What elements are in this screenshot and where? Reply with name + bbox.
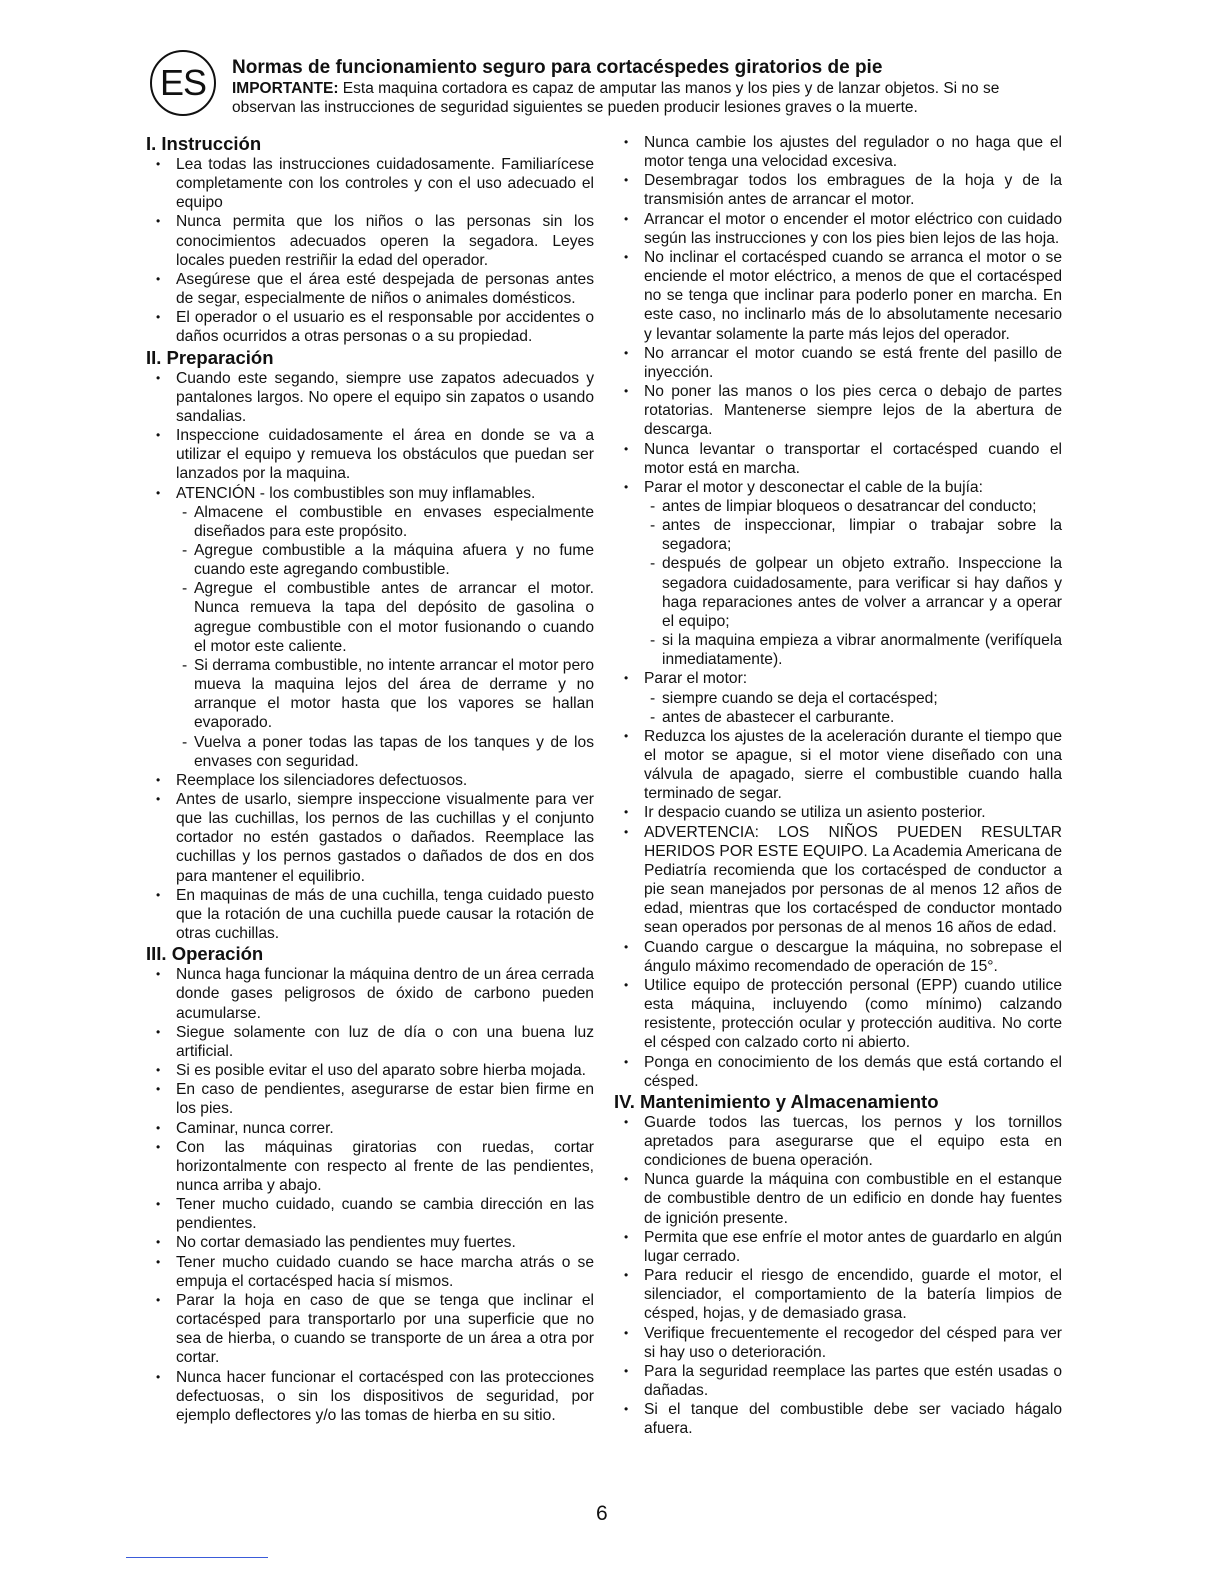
list-item: • Nunca permita que los niños o las personas sin los conocimientos adecuados operen la segadora. Leyes locales pueden restriñir la edad del operador. bbox=[146, 212, 594, 269]
list-item: • Cuando cargue o descargue la máquina, no sobrepase el ángulo máximo recomendado de operación de 15°. bbox=[614, 938, 1062, 976]
list-item: • Para reducir el riesgo de encendido, guarde el motor, el silenciador, el comportamiento de la batería limpios de césped, hojas, y de demasiado grasa. bbox=[614, 1266, 1062, 1323]
list-item: • En maquinas de más de una cuchilla, tenga cuidado puesto que la rotación de una cuchilla puede causar la rotación de otras cuchillas. bbox=[146, 886, 594, 943]
list-item: • Con las máquinas giratorias con ruedas, cortar horizontalmente con respecto al frente de las pendientes, nunca arriba y abajo. bbox=[146, 1138, 594, 1195]
important-label: IMPORTANTE: bbox=[232, 80, 339, 97]
list-item: • Permita que ese enfríe el motor antes de guardarlo en algún lugar cerrado. bbox=[614, 1228, 1062, 1266]
sub-item: - Agregue el combustible antes de arrancar el motor. Nunca remueva la tapa del depósito de gasolina o agregue combustible con el motor fusionando o cuando el motor este caliente. bbox=[176, 579, 594, 656]
list-item: • Nunca hacer funcionar el cortacésped con las protecciones defectuosas, o sin los dispositivos de seguridad, por ejemplo deflectores y/o las tomas de hierba en su sitio. bbox=[146, 1368, 594, 1425]
operacion-list-continued bbox=[614, 133, 1062, 1091]
list-item: • Si el tanque del combustible debe ser vaciado hágalo afuera. bbox=[614, 1400, 1062, 1438]
page-title: Normas de funcionamiento seguro para cortacéspedes giratorios de pie bbox=[232, 57, 883, 78]
list-item: • Nunca guarde la máquina con combustible en el estanque de combustible dentro de un edificio en donde hay fuentes de ignición presente. bbox=[614, 1170, 1062, 1227]
language-badge: ES bbox=[150, 50, 216, 116]
sub-item: - Agregue combustible a la máquina afuera y no fume cuando este agregando combustible. bbox=[176, 541, 594, 579]
list-item: • Arrancar el motor o encender el motor eléctrico con cuidado según las instrucciones y con los pies bien lejos de las hoja. bbox=[614, 210, 1062, 248]
list-item: • ADVERTENCIA: LOS NIÑOS PUEDEN RESULTAR HERIDOS POR ESTE EQUIPO. La Academia Americana de Pediatría recomienda que los cortacésped de conductor a pie sean manejados por personas de al menos 12 años de edad, mientras que los cortacésped de conductor montado sean operados por personas de al menos 16 años de edad. bbox=[614, 823, 1062, 938]
list-item-stop-motor bbox=[614, 669, 1062, 726]
list-item-spark-plug bbox=[614, 478, 1062, 670]
section-title-operacion: III. Operación bbox=[146, 943, 264, 965]
list-item: • Si es posible evitar el uso del aparato sobre hierba mojada. bbox=[146, 1061, 594, 1080]
section-title-instruccion: I. Instrucción bbox=[146, 133, 262, 154]
stop-motor-text: Parar el motor: bbox=[644, 670, 748, 688]
list-item: • Parar la hoja en caso de que se tenga que inclinar el cortacésped para transportarlo por una superficie que no sea de hierba, o cuando se transporte de un área a otra por cortar. bbox=[146, 1291, 594, 1368]
list-item: • El operador o el usuario es el responsable por accidentes o daños ocurridos a otras personas o a su propiedad. bbox=[146, 308, 594, 346]
right-column bbox=[614, 133, 1062, 1438]
list-item: • Siegue solamente con luz de día o con una buena luz artificial. bbox=[146, 1023, 594, 1061]
list-item: • Guarde todos las tuercas, los pernos y los tornillos apretados para asegurarse que el equipo esta en condiciones de buena operación. bbox=[614, 1113, 1062, 1170]
page-number: 6 bbox=[596, 1502, 608, 1525]
fuel-warning-text: ATENCIÓN - los combustibles son muy inflamables. bbox=[176, 484, 536, 502]
list-item: • No poner las manos o los pies cerca o debajo de partes rotatorias. Mantenerse siempre lejos de la abertura de descarga. bbox=[614, 382, 1062, 439]
list-item: • Caminar, nunca correr. bbox=[146, 1119, 594, 1138]
list-item: • Tener mucho cuidado cuando se hace marcha atrás o se empuja el cortacésped hacia sí mismos. bbox=[146, 1253, 594, 1291]
list-item: • Verifique frecuentemente el recogedor del césped para ver si hay uso o deterioración. bbox=[614, 1324, 1062, 1362]
list-item: • Desembragar todos los embragues de la hoja y de la transmisión antes de arrancar el motor. bbox=[614, 171, 1062, 209]
mantenimiento-list bbox=[614, 1113, 1062, 1439]
list-item: • No arrancar el motor cuando se está frente del pasillo de inyección. bbox=[614, 344, 1062, 382]
list-item: • No cortar demasiado las pendientes muy fuertes. bbox=[146, 1233, 594, 1252]
sub-item: - antes de inspeccionar, limpiar o trabajar sobre la segadora; bbox=[644, 516, 1062, 554]
sub-item: - siempre cuando se deja el cortacésped; bbox=[644, 689, 1062, 708]
important-text: Esta maquina cortadora es capaz de amputar las manos y los pies y de lanzar objetos. Si no se observan las instrucciones de seguridad siguientes se pueden producir lesiones graves o la muerte. bbox=[232, 80, 1000, 116]
sub-item: - antes de abastecer el carburante. bbox=[644, 708, 1062, 727]
left-column bbox=[146, 133, 594, 1425]
list-item: • Para la seguridad reemplace las partes que estén usadas o dañadas. bbox=[614, 1362, 1062, 1400]
sub-item: - si la maquina empieza a vibrar anormalmente (verifíquela inmediatamente). bbox=[644, 631, 1062, 669]
instruccion-list bbox=[146, 155, 594, 347]
sub-item: - Si derrama combustible, no intente arrancar el motor pero mueva la maquina lejos del área de derrame y no arranque el motor hasta que los vapores se hallan evaporado. bbox=[176, 656, 594, 733]
sub-item: - después de golpear un objeto extraño. Inspeccione la segadora cuidadosamente, para verificar si hay daños y haga reparaciones antes de volver a arrancar y a operar el equipo; bbox=[644, 554, 1062, 631]
sub-item: - Vuelva a poner todas las tapas de los tanques y de los envases con seguridad. bbox=[176, 733, 594, 771]
preparacion-list bbox=[146, 369, 594, 944]
section-title-preparacion: II. Preparación bbox=[146, 346, 274, 368]
operacion-list bbox=[146, 965, 594, 1425]
page-header bbox=[232, 57, 1062, 117]
list-item: • Nunca haga funcionar la máquina dentro de un área cerrada donde gases peligrosos de óxido de carbono pueden acumularse. bbox=[146, 965, 594, 1022]
list-item: • Antes de usarlo, siempre inspeccione visualmente para ver que las cuchillas, los pernos de las cuchillas y el conjunto cortador no estén gastados o dañados. Reemplace las cuchillas y los pernos gastados o dañados de dos en dos para mantener el equilibrio. bbox=[146, 790, 594, 886]
footer-divider bbox=[126, 1557, 268, 1558]
fuel-sublist bbox=[176, 503, 594, 771]
list-item: • Cuando este segando, siempre use zapatos adecuados y pantalones largos. No opere el equipo sin zapatos o usando sandalias. bbox=[146, 369, 594, 426]
sub-item: - antes de limpiar bloqueos o desatrancar del conducto; bbox=[644, 497, 1062, 516]
list-item: • Nunca levantar o transportar el cortacésped cuando el motor está en marcha. bbox=[614, 440, 1062, 478]
list-item: • Reduzca los ajustes de la aceleración durante el tiempo que el motor se apague, si el motor viene diseñado con una válvula de apagado, sierre el combustible cuando halla terminado de segar. bbox=[614, 727, 1062, 804]
list-item: • Tener mucho cuidado, cuando se cambia dirección en las pendientes. bbox=[146, 1195, 594, 1233]
list-item: • Nunca cambie los ajustes del regulador o no haga que el motor tenga una velocidad excesiva. bbox=[614, 133, 1062, 171]
list-item: • Ponga en conocimiento de los demás que está cortando el césped. bbox=[614, 1053, 1062, 1091]
list-item: • No inclinar el cortacésped cuando se arranca el motor o se enciende el motor eléctrico, a menos de que el cortacésped no se tenga que inclinar para poderlo poner en marcha. En este caso, no inclinarlo más de lo absolutamente necesario y levantar solamente la parte más lejos del operador. bbox=[614, 248, 1062, 344]
list-item: • En caso de pendientes, asegurarse de estar bien firme en los pies. bbox=[146, 1080, 594, 1118]
stop-motor-sublist bbox=[644, 689, 1062, 727]
section-title-mantenimiento: IV. Mantenimiento y Almacenamiento bbox=[614, 1090, 939, 1112]
important-notice bbox=[232, 79, 1062, 117]
list-item: • Utilice equipo de protección personal (EPP) cuando utilice esta máquina, incluyendo (como mínimo) calzando resistente, protección ocular y protección auditiva. No corte el césped con calzado corto ni abierto. bbox=[614, 976, 1062, 1053]
list-item: • Asegúrese que el área esté despejada de personas antes de segar, especialmente de niños o animales domésticos. bbox=[146, 270, 594, 308]
list-item-fuel-warning bbox=[146, 484, 594, 771]
list-item: • Inspeccione cuidadosamente el área en donde se va a utilizar el equipo y remueva los obstáculos que puedan ser lanzados por la maquina. bbox=[146, 426, 594, 483]
list-item: • Lea todas las instrucciones cuidadosamente. Familiarícese completamente con los controles y con el uso adecuado el equipo bbox=[146, 155, 594, 212]
sub-item: - Almacene el combustible en envases especialmente diseñados para este propósito. bbox=[176, 503, 594, 541]
spark-plug-sublist bbox=[644, 497, 1062, 669]
spark-plug-text: Parar el motor y desconectar el cable de la bujía: bbox=[644, 478, 983, 496]
list-item: • Ir despacio cuando se utiliza un asiento posterior. bbox=[614, 803, 1062, 822]
list-item: • Reemplace los silenciadores defectuosos. bbox=[146, 771, 594, 790]
